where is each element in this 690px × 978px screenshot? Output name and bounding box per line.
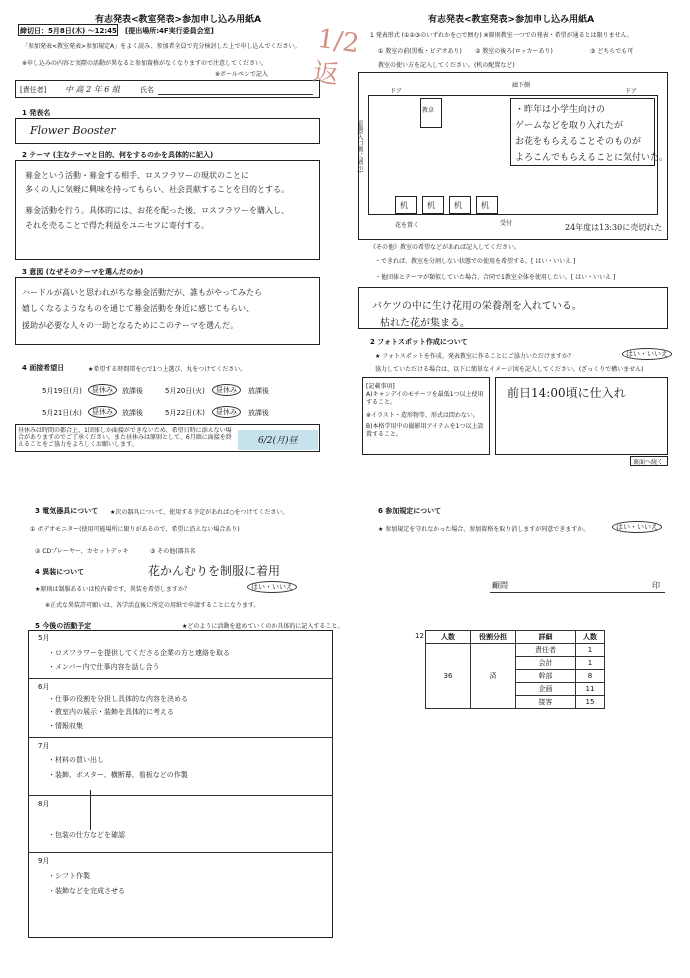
rules-title: 6 参加規定について	[378, 507, 442, 515]
advisor-label: 顧問	[492, 581, 508, 590]
table-role: 会計	[516, 657, 576, 670]
plan-month-5: 5月	[38, 634, 50, 642]
electric-title: 3 電気器具について	[35, 507, 99, 515]
flower-place-label: 花を置く	[395, 222, 420, 229]
plan-7-line-1: ・材料の買い出し	[48, 756, 104, 764]
interview-date-1: 5月19日(月)	[42, 387, 82, 395]
costume-title: 4 異装について	[35, 568, 85, 576]
table-role-num: 15	[576, 696, 605, 709]
plan-6-line-2: ・教室内の展示・装飾を具体的に考える	[48, 708, 174, 716]
responsible-label: [責任者]	[20, 86, 47, 94]
theme-line-1: 募金という活動・募金する相手、ロスフラワーの現状のことに	[25, 171, 249, 180]
room-hall-label: 廊下側	[512, 82, 531, 89]
interview-option-3a[interactable]: 昼休み	[88, 406, 117, 418]
table-role-num: 1	[576, 657, 605, 670]
interview-date-3: 5月21日(水)	[42, 409, 82, 417]
responsible-box	[15, 80, 320, 98]
q1-sub: 教室の使い方を記入してください。(机の配置など)	[378, 62, 515, 69]
left-page-title: 有志発表<教室発表>参加申し込み用紙A	[95, 15, 262, 25]
interview-date-4: 5月22日(木)	[165, 409, 205, 417]
q2-title: 2 フォトスポット作成について	[370, 338, 468, 346]
plan-month-7: 7月	[38, 742, 50, 750]
q2-left-line-2: ※イラスト・造形物等、形式は問わない。	[366, 412, 479, 419]
plan-8-arrow	[90, 790, 91, 830]
submit-place: [提出場所:4F実行委員会室]	[125, 27, 214, 35]
q2-left-line-3: B)本格学用中の撮影用アイテムを1つ以上設置すること。	[366, 423, 484, 438]
costume-note: ★原則は制服あるいは校内着です。異装を希望しますか？	[35, 586, 190, 593]
table-role: 接客	[516, 696, 576, 709]
desk-2-label: 机	[427, 201, 435, 210]
seal-label: 印	[652, 581, 660, 590]
name-label: 氏名	[140, 86, 154, 94]
room-note-4: よろこんでもらえることに気付いた。	[515, 153, 669, 163]
others-item-1: ・できれば、教室を分割しない状態での使用を希望する。[ はい・いいえ ]	[375, 258, 576, 265]
q1-option-1[interactable]: ① 教室の前(黒板・ビデオあり)	[378, 48, 462, 55]
table-role: 責任者	[516, 644, 576, 657]
plan-6-line-3: ・情報収集	[48, 722, 83, 730]
electric-note: ★次の器具について、使用する予定があれば○をつけてください。	[110, 509, 289, 516]
plan-month-9: 9月	[38, 857, 50, 865]
theme-line-3: 募金活動を行う。具体的には、お花を配った後、ロスフラワーを購入し、	[25, 206, 289, 215]
table-role-num: 1	[576, 644, 605, 657]
interview-option-2a[interactable]: 昼休み	[212, 384, 241, 396]
plan-divider-1	[28, 678, 333, 679]
q2-answer[interactable]: はい・いいえ	[622, 348, 672, 360]
others-item-2: ・他団体とテーマが類似していた場合、合同で1教室全体を使用したい。[ はい・いいえ ]	[375, 274, 616, 281]
table-total-count: 36	[426, 644, 471, 709]
intent-line-1: ハードルが高いと思われがちな募金活動だが、誰もがやってみたら	[22, 288, 262, 297]
plan-8-line-1: ・包装の仕方などを確認	[48, 831, 125, 839]
desk-3-label: 机	[454, 201, 462, 210]
intro-line-2: ※申し込みの内容と実際の活動が異なると参加資格がなくなりますので注意してください。	[22, 60, 268, 67]
interview-option-2b[interactable]: 放課後	[248, 387, 269, 395]
plan-9-line-2: ・装飾などを完成させる	[48, 887, 125, 895]
q2-handwritten: 前日14:00頃に仕入れ	[507, 386, 626, 400]
room-door-right: ドア	[625, 88, 637, 95]
interview-date-2: 5月20日(火)	[165, 387, 205, 395]
plan-divider-4	[28, 852, 333, 853]
advisor-line	[490, 592, 665, 593]
plan-divider-3	[28, 795, 333, 796]
table-head-detail: 詳細	[516, 631, 576, 644]
electric-item-3[interactable]: ③ その他(器具名	[150, 548, 196, 555]
table-head-count: 人数	[426, 631, 471, 644]
next-page-label: 裏面へ続く	[633, 459, 664, 466]
others-label: 《その他》教室の希望などがあれば記入してください。	[370, 244, 521, 251]
grade-class: 中 高 2 年 6 組	[65, 85, 120, 94]
room-note-2: ゲームなどを取り入れたが	[515, 121, 624, 131]
plan-month-8: 8月	[38, 800, 50, 808]
q2-note: 協力していただける場合は、以下に簡単なイメージ図を記入してください。(ざっくりで構いません)	[375, 366, 644, 373]
interview-handwritten-date: 6/2(月)昼	[258, 436, 298, 446]
interview-option-4a[interactable]: 昼休み	[212, 406, 241, 418]
q2-question: ★ フォトスポットを作成、発表教室に作ることにご協力いただけますか？	[375, 353, 574, 360]
plan-divider-2	[28, 737, 333, 738]
plan-title: 5 今後の活動予定	[35, 622, 92, 630]
section-1-title: 1 発表名	[22, 109, 51, 117]
room-footer-note: 24年度は13:30に売切れた	[565, 223, 663, 232]
intent-line-3: 援助が必要な人々の一助となるためにこのテーマを選んだ。	[22, 321, 238, 330]
table-number: 12	[415, 632, 424, 640]
role-table	[425, 630, 605, 709]
table-role: 企画	[516, 683, 576, 696]
section-4-title: 4 面接希望日	[22, 364, 65, 372]
section-2-title: 2 テーマ (主なテーマと目的、何をするのかを具体的に記入)	[22, 151, 214, 159]
electric-item-2[interactable]: ② CDプレーヤー、カセットデッキ	[35, 548, 129, 555]
plan-6-line-1: ・仕事の役割を分担し具体的な内容を決める	[48, 695, 188, 703]
costume-answer[interactable]: はい・いいえ	[247, 581, 297, 593]
name-line	[158, 94, 313, 95]
q2-left-title: [記載事項]	[366, 383, 395, 390]
plan-7-line-2: ・装飾、ポスター、横断幕、看板などの作製	[48, 771, 188, 779]
others-handwritten-2: 枯れた花が集まる。	[380, 318, 470, 329]
interview-footer: 昼休みは時間の都合上、1団体しか面接ができないため、希望日時に添えない場合がありますのでご了承ください。また昼休みは原則として、6月頭に面接を終えることをご協力をよろしくお願いします。	[18, 427, 232, 448]
room-note-3: お花をもらえることそのものが	[515, 137, 642, 147]
q1-option-3[interactable]: ③ どちらでも可	[590, 48, 634, 55]
presentation-name: Flower Booster	[30, 124, 116, 137]
costume-handwritten: 花かんむりを制服に着用	[148, 564, 281, 578]
table-head-role: 役割分担	[471, 631, 516, 644]
room-note-1: ・昨年は小学生向けの	[515, 105, 606, 115]
theme-line-4: それを売ることで得た利益をユニセフに寄付する。	[25, 221, 209, 230]
q2-left-line-1: A)キャンデイのモチーフを最低1つ以上使用すること。	[366, 391, 484, 406]
electric-item-1[interactable]: ① ボデオモニター(使用可能場所に限りがあるので、希望に沿えない場合あり)	[30, 526, 240, 533]
table-role-num: 11	[576, 683, 605, 696]
booth-label: 受付	[500, 220, 513, 227]
costume-footer: ※正式な異装許可願いは、各学活直後に所定の用紙で申請することになります。	[45, 602, 260, 609]
desk-4-label: 机	[481, 201, 489, 210]
q1-option-2[interactable]: ② 教室の後ろ(ロッカーあり)	[475, 48, 553, 55]
section-3-title: 3 意図 (なぜそのテーマを選んだのか)	[22, 268, 144, 276]
intent-line-2: 嬉しくなるようなものを通じて募金活動を身近に感じてもらい、	[22, 304, 254, 313]
plan-5-line-1: ・ロスフラワーを提供してくださる企業の方と連絡を取る	[48, 649, 230, 657]
deadline: 締切日：5月8日(木) ～12:45	[20, 27, 117, 35]
rules-note: ★ 参加規定を守れなかった場合、参加資格を取り消しますが同意できますか。	[378, 526, 590, 533]
theme-line-2: 多くの人に気軽に興味を持ってもらい、社会貢献することを目的とする。	[25, 185, 289, 194]
others-handwritten-1: バケツの中に生け花用の栄養剤を入れている。	[372, 301, 582, 312]
right-page-title: 有志発表<教室発表>参加申し込み用紙A	[428, 15, 595, 25]
desk-1-label: 机	[400, 201, 408, 210]
interview-option-3b[interactable]: 放課後	[122, 409, 143, 417]
table-role-num: 8	[576, 670, 605, 683]
pen-note: ※ボールペンで記入	[215, 71, 268, 78]
red-stamp: 1/2 返	[310, 23, 362, 91]
q1-title: 1 発表形式 (①②③のいずれかを○で囲む) ※原則教室一つでの発表・希望が通るとは限りません。	[370, 32, 633, 39]
table-status: 済	[471, 644, 516, 709]
plan-month-6: 6月	[38, 683, 50, 691]
interview-option-4b[interactable]: 放課後	[248, 409, 269, 417]
intro-line-1: 「参加発表<教室発表>参加規定A」をよく読み、参加者全員で充分検討した上で申し込んでください。	[22, 43, 301, 50]
room-door-left: ドア	[390, 88, 402, 95]
interview-option-1a[interactable]: 昼休み	[88, 384, 117, 396]
section-4-note: ★希望する時間帯を○で1つ上選び、丸をつけてください。	[88, 366, 247, 373]
plan-9-line-1: ・シフト作製	[48, 872, 90, 880]
teacher-desk-label: 教卓	[422, 107, 435, 114]
plan-5-line-2: ・メンバー内で仕事内容を話し合う	[48, 663, 160, 671]
table-role: 幹部	[516, 670, 576, 683]
rules-answer[interactable]: はい・いいえ	[612, 521, 662, 533]
window-label: 窓側(入口側に展示)	[356, 120, 363, 173]
table-head-num: 人数	[576, 631, 605, 644]
plan-note: ★どのように活動を進めていくのか具体的に記入すること。	[182, 623, 344, 630]
interview-option-1b[interactable]: 放課後	[122, 387, 143, 395]
